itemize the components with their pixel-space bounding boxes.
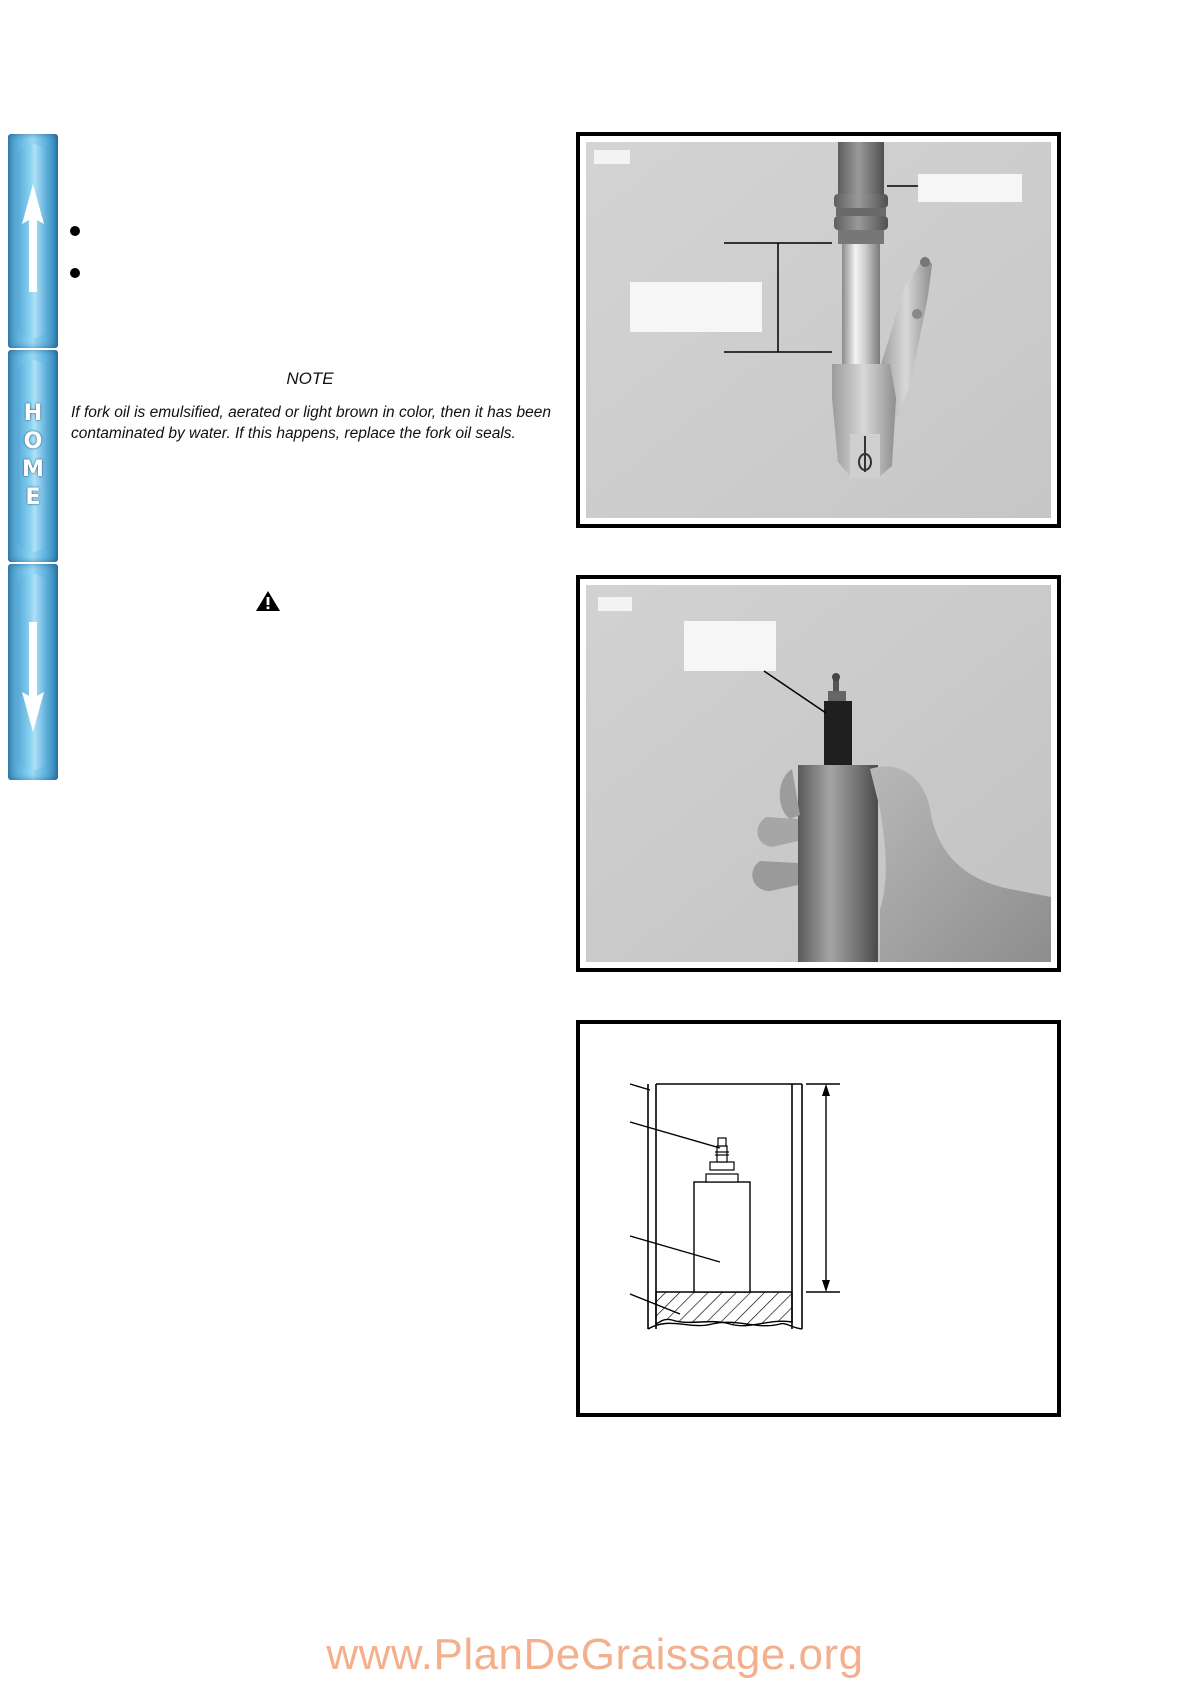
fork-oil (656, 1292, 792, 1326)
bullet-point (70, 268, 80, 278)
figure-number-box (594, 150, 630, 164)
label-box (918, 174, 1022, 202)
nav-home-button[interactable] (8, 350, 58, 562)
label-box (630, 282, 762, 332)
arrow-down-icon (8, 564, 58, 780)
warning-icon (255, 590, 281, 612)
figure-number-box (598, 597, 632, 611)
figure-oil-level-diagram (576, 1020, 1061, 1417)
oil-level-diagram (580, 1024, 1057, 1413)
damper-rod (717, 1146, 727, 1162)
leader-line (630, 1084, 650, 1090)
damper-cartridge (694, 1182, 750, 1292)
home-label (8, 400, 58, 512)
tube-ring (834, 194, 888, 208)
figure-hand-fork-photo (576, 575, 1061, 972)
note-title: NOTE (286, 369, 334, 388)
dimension-arrow (822, 1084, 830, 1096)
dimension-arrow (822, 1280, 830, 1292)
tube-ring (834, 216, 888, 230)
bullet-point (70, 226, 80, 236)
fork-tube (798, 765, 878, 962)
leader-line (630, 1122, 720, 1148)
nav-down-button[interactable] (8, 564, 58, 780)
inner-tube (842, 244, 880, 364)
label-box (684, 621, 776, 671)
damper-cartridge (824, 701, 852, 771)
home-letter-m: M (22, 457, 44, 482)
home-letter-e: E (25, 485, 41, 510)
home-letter-o: O (23, 429, 43, 454)
footer-url[interactable]: www.PlanDeGraissage.org (326, 1630, 864, 1679)
nav-up-button[interactable] (8, 134, 58, 348)
home-letter-h: H (23, 401, 43, 426)
hand-fork-photo (580, 579, 1057, 968)
outer-tube (838, 142, 884, 196)
figure-fork-tube-photo (576, 132, 1061, 528)
fork-tube-photo (580, 136, 1057, 524)
arrow-up-icon (8, 134, 58, 348)
note-text: If fork oil is emulsified, aerated or light brown in color, then it has been contaminated by water. If this happens, replace the fork oil seals. (71, 404, 551, 442)
